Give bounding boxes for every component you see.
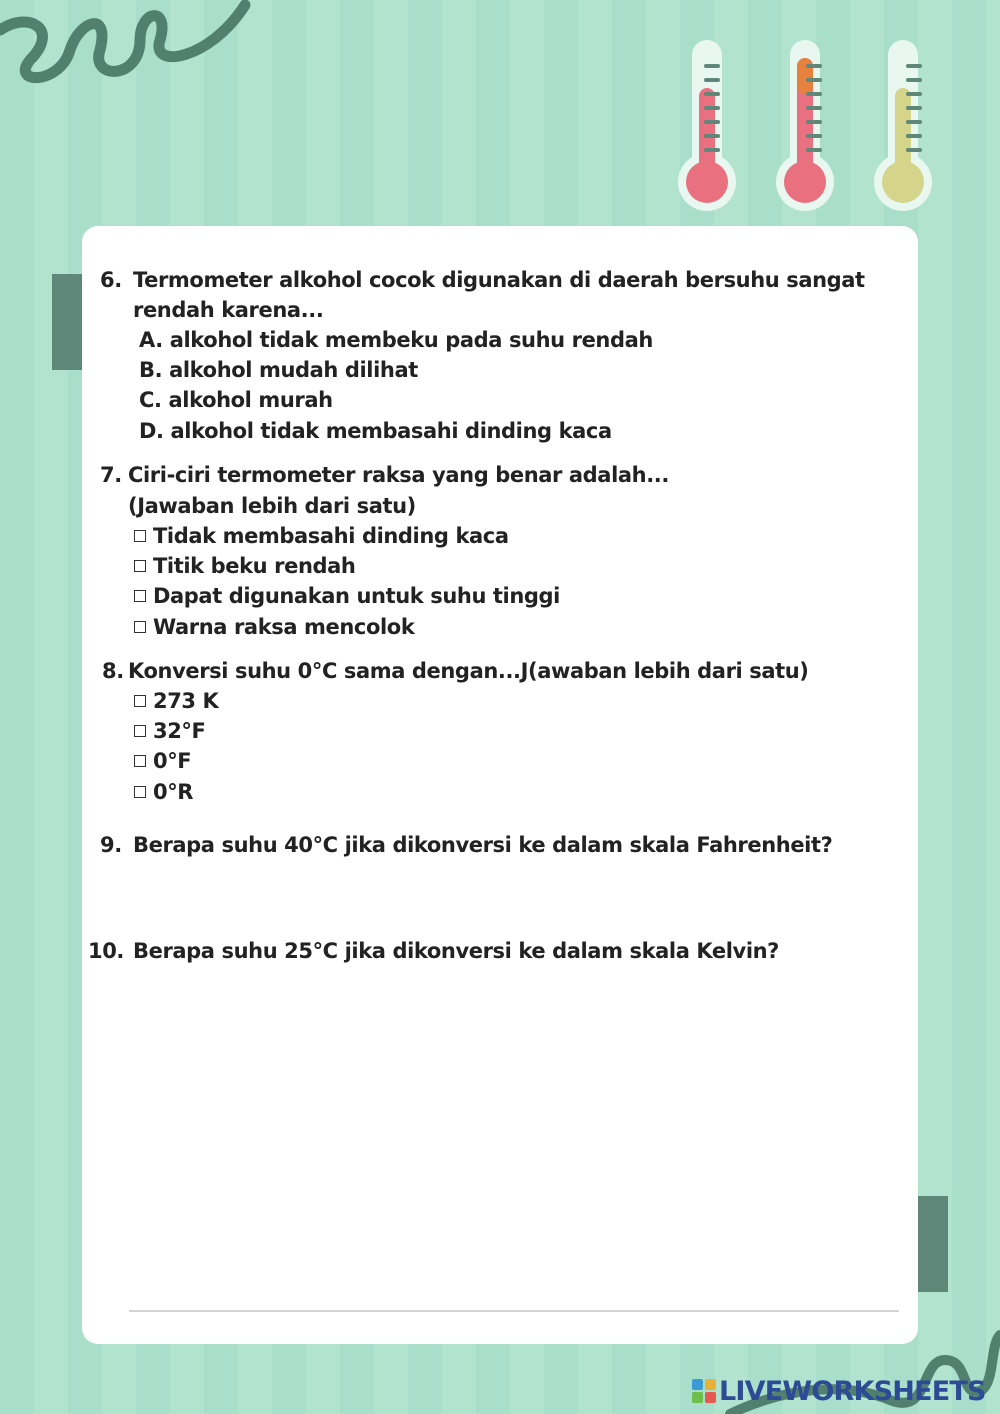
question-8-option-1[interactable] [134, 686, 218, 716]
tape-left [52, 274, 82, 370]
question-8-option-3-label: 0°F [153, 749, 192, 773]
question-7-option-1[interactable] [134, 521, 509, 551]
question-7-option-3-label: Dapat digunakan untuk suhu tinggi [153, 584, 560, 608]
thermometer-yellow-icon [872, 38, 934, 214]
thermometer-orange-icon [774, 38, 836, 214]
question-7-option-1-label: Tidak membasahi dinding kaca [153, 524, 509, 548]
question-7-option-3[interactable] [134, 581, 560, 611]
question-8-option-4-label: 0°R [153, 780, 194, 804]
checkbox[interactable] [134, 590, 146, 602]
brand-name: LIVEWORKSHEETS [719, 1375, 986, 1407]
question-8-number: 8. [102, 659, 124, 683]
question-7-stem: Ciri-ciri termometer raksa yang benar adalah... [128, 463, 669, 487]
question-9-number: 9. [100, 833, 122, 857]
question-10-stem: Berapa suhu 25°C jika dikonversi ke dalam skala Kelvin? [133, 939, 779, 963]
tape-right [918, 1196, 948, 1292]
question-7-option-4-label: Warna raksa mencolok [153, 615, 415, 639]
question-8-option-2-label: 32°F [153, 719, 206, 743]
question-8-option-1-label: 273 K [153, 689, 219, 713]
question-8-option-4[interactable] [134, 777, 193, 807]
question-10-number: 10. [88, 939, 125, 963]
question-6-number: 6. [100, 268, 122, 292]
checkbox[interactable] [134, 621, 146, 633]
question-6-option-a[interactable]: A. alkohol tidak membeku pada suhu rendah [139, 328, 653, 352]
question-6-stem: Termometer alkohol cocok digunakan di daerah bersuhu sangat [133, 268, 865, 292]
question-7-option-4[interactable] [134, 612, 414, 642]
question-6-option-c[interactable]: C. alkohol murah [139, 388, 333, 412]
checkbox[interactable] [134, 560, 146, 572]
liveworksheets-brand[interactable] [692, 1374, 986, 1408]
question-9-stem: Berapa suhu 40°C jika dikonversi ke dalam skala Fahrenheit? [133, 833, 833, 857]
question-6-stem-cont: rendah karena... [133, 298, 324, 322]
checkbox[interactable] [134, 755, 146, 767]
question-7-note: (Jawaban lebih dari satu) [128, 494, 416, 518]
question-7-option-2[interactable] [134, 551, 355, 581]
question-6-option-b[interactable]: B. alkohol mudah dilihat [139, 358, 418, 382]
checkbox[interactable] [134, 530, 146, 542]
question-6-option-d[interactable]: D. alkohol tidak membasahi dinding kaca [139, 419, 612, 443]
question-7-option-2-label: Titik beku rendah [153, 554, 356, 578]
question-7-number: 7. [100, 463, 122, 487]
question-8-option-3[interactable] [134, 746, 191, 776]
checkbox[interactable] [134, 786, 146, 798]
question-8-option-2[interactable] [134, 716, 205, 746]
checkbox[interactable] [134, 725, 146, 737]
bottom-divider [129, 1310, 899, 1312]
thermometer-red-icon [676, 38, 738, 214]
checkbox[interactable] [134, 695, 146, 707]
swirl-top-left [0, 0, 260, 100]
question-8-stem: Konversi suhu 0°C sama dengan...J(awaban lebih dari satu) [128, 659, 809, 683]
liveworksheets-logo-icon [692, 1379, 716, 1403]
